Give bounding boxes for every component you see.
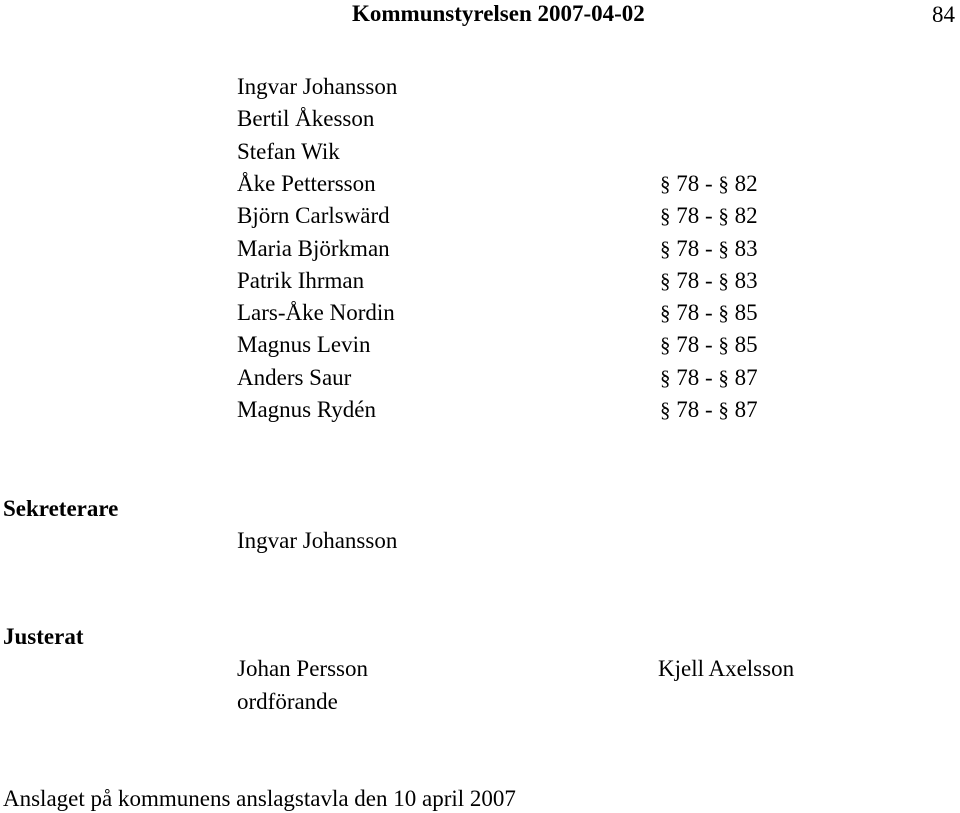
section-symbol: § <box>660 366 671 390</box>
member-name: Patrik Ihrman <box>237 268 365 293</box>
range-separator: - <box>705 171 713 196</box>
section-symbol: § <box>660 204 671 228</box>
member-name: Magnus Rydén <box>237 397 376 422</box>
range-separator: - <box>705 236 713 261</box>
range-from: 78 <box>676 332 700 357</box>
section-symbol: § <box>718 333 729 357</box>
section-symbol: § <box>718 301 729 325</box>
document-header-title: Kommunstyrelsen 2007-04-02 <box>352 1 645 26</box>
section-symbol: § <box>660 333 671 357</box>
section-symbol: § <box>660 172 671 196</box>
section-symbol: § <box>718 204 729 228</box>
posted-notice: Anslaget på kommunens anslagstavla den 10 april 2007 <box>3 786 516 811</box>
range-to: 82 <box>734 171 758 196</box>
member-section-range <box>660 237 758 260</box>
member-name: Lars-Åke Nordin <box>237 300 395 325</box>
range-to: 82 <box>734 203 758 228</box>
member-section-range <box>660 269 758 292</box>
section-symbol: § <box>660 398 671 422</box>
member-name: Magnus Levin <box>237 332 371 357</box>
section-symbol: § <box>660 301 671 325</box>
range-from: 78 <box>676 365 700 390</box>
section-symbol: § <box>718 237 729 261</box>
range-from: 78 <box>676 171 700 196</box>
member-section-range <box>660 398 758 421</box>
range-to: 85 <box>734 332 758 357</box>
member-name: Stefan Wik <box>237 139 340 164</box>
range-to: 83 <box>734 236 758 261</box>
signer-second-name: Kjell Axelsson <box>658 656 795 681</box>
range-separator: - <box>705 332 713 357</box>
member-name: Anders Saur <box>237 365 352 390</box>
range-from: 78 <box>676 397 700 422</box>
secretary-label: Sekreterare <box>3 496 119 521</box>
member-name: Maria Björkman <box>237 236 390 261</box>
section-symbol: § <box>718 172 729 196</box>
range-to: 83 <box>734 268 758 293</box>
member-section-range <box>660 333 758 356</box>
range-to: 85 <box>734 300 758 325</box>
range-from: 78 <box>676 236 700 261</box>
range-separator: - <box>705 203 713 228</box>
member-section-range <box>660 301 758 324</box>
page-number: 84 <box>932 2 955 27</box>
range-to: 87 <box>734 365 758 390</box>
range-from: 78 <box>676 300 700 325</box>
section-symbol: § <box>718 366 729 390</box>
range-from: 78 <box>676 268 700 293</box>
range-separator: - <box>705 397 713 422</box>
member-name: Bertil Åkesson <box>237 106 375 131</box>
member-section-range <box>660 172 758 195</box>
member-name: Åke Pettersson <box>237 171 376 196</box>
member-name: Ingvar Johansson <box>237 74 398 99</box>
section-symbol: § <box>660 237 671 261</box>
member-section-range <box>660 366 758 389</box>
range-from: 78 <box>676 203 700 228</box>
range-separator: - <box>705 300 713 325</box>
secretary-name: Ingvar Johansson <box>237 528 398 553</box>
member-name: Björn Carlswärd <box>237 203 390 228</box>
signer-chairman-name: Johan Persson <box>237 656 368 681</box>
adjusted-label: Justerat <box>3 624 84 649</box>
section-symbol: § <box>718 269 729 293</box>
signer-chairman-role: ordförande <box>237 689 338 714</box>
range-separator: - <box>705 365 713 390</box>
member-section-range <box>660 204 758 227</box>
range-separator: - <box>705 268 713 293</box>
section-symbol: § <box>718 398 729 422</box>
range-to: 87 <box>734 397 758 422</box>
section-symbol: § <box>660 269 671 293</box>
